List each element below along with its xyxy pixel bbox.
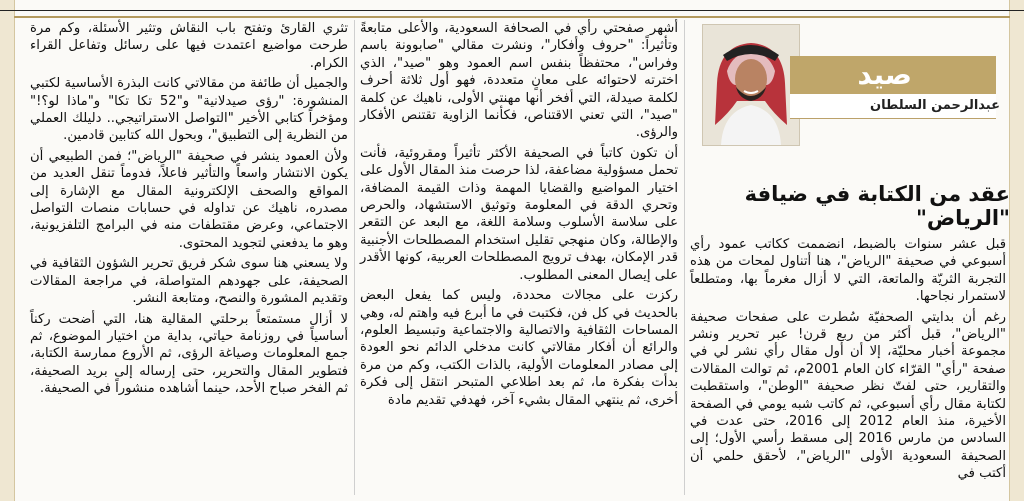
paragraph: قبل عشر سنوات بالضبط، انضممت ككاتب عمود رأي أسبوعي في صحيفة "الرياض"، هنا أتناول لمحات من هذه التجربة الثريّة والماتعة، التي لا أزال مغرماً بها، ومتطلعاً لاستمرار نجاحها. bbox=[690, 237, 1006, 305]
paragraph: تثري القارئ وتفتح باب النقاش وتثير الأسئلة، وكم مرة طرحت مواضيع اعتمدت فيها على رسائل وتفاعل القراء الكرام. bbox=[30, 21, 348, 71]
paragraph: ولا يسعني هنا سوى شكر فريق تحرير الشؤون الثقافية في الصحيفة، على جهودهم المتواصلة، في مراجعة المقالات وتقديم المشورة والنصح، ومتابعة النشر. bbox=[30, 256, 348, 307]
paragraph: لا أزال مستمتعاً برحلتي المقالية هنا، التي أضحت ركناً أساسياً في روزنامة حياتي، بداية من اختيار الموضوع، ثم جمع المعلومات وصياغة الرؤى، ثم الأروع ممارسة الكتابة، فتطوير المقال والتحرير، حتى إرساله إلى بريد الصحيفة، ثم الفخر صباح الأحد، حينما أشاهده منشوراً في الصحيفة. bbox=[30, 311, 348, 397]
article-column-left bbox=[30, 20, 348, 401]
column-header bbox=[690, 20, 1010, 182]
paragraph: أشهر صفحتي رأي في الصحافة السعودية، والأعلى متابعةً وتأثيراً: "حروف وأفكار"، ونشرت مقالي "صابوونة باسم وفراس"، محتفظاً بنفس اسم العمود وهو "صيد"، الذي اخترته لاحتوائه على معانٍ متعددة، فهو أول ثلاثة أحرف لكلمة صيدلة، التي أفخر أنها مهنتي الأولى، ناهيك عن كلمة "صيد"، التي تعني الاقتناص، فكأنما الزاوية تقتنص الأفكار والرؤى. bbox=[360, 21, 678, 141]
page-margin-left bbox=[0, 0, 15, 501]
gold-rule bbox=[14, 16, 1010, 18]
paragraph: ركزت على مجالات محددة، وليس كما يفعل البعض بالحديث في كل فن، فكتبت في ما أبرع فيه واهتم له، وهي المساحات الثقافية والاتصالية والاجتماعية وتبسيط العلوم، والرائع أن أفكار مقالاتي كانت مدخلي الدائم نحو العودة إلى مصادر المعلومات الأولية، بالذات الكتب، وكم من مرة بدأت بفكرة ما، ثم بعد اطلاعي المتبحر انتقل إلى فكرة أخرى، ثم ينتهي المقال بشيء آخر، فهدفي تقديم مادة bbox=[360, 288, 678, 408]
paragraph: والجميل أن طائفة من مقالاتي كانت البذرة الأساسية لكتبي المنشورة: "رؤى صيدلانية" و"52 تكا تكا" و"ماذا لو؟!" ومؤخراً كتابي الأخير "التواصل الاستراتيجي.. دليلك العملي من النظرية إلى التطبيق"، وبحول الله كتابين قادمين. bbox=[30, 76, 349, 144]
paragraph: ولأن العمود ينشر في صحيفة "الرياض"؛ فمن الطبيعي أن يكون الانتشار واسعاً والتأثير فاعلاً، فدوماً تنقل العديد من المواقع والصحف الإلكترونية المقال مع الإشارة إلى مصدره، ناهيك عن تداوله في حسابات منصات التواصل الاجتماعي، وعرض مقتطفات منه في البرامج التلفزيونية، وهو ما يدفعني لتجويد المحتوى. bbox=[30, 148, 348, 251]
column-title: صيد bbox=[857, 58, 912, 91]
paragraph: أن تكون كاتباً في الصحيفة الأكثر تأثيراً ومقروئية، فأنت تحمل مسؤولية مضاعفة، لذا حرصت منذ المقال الأول على اختيار المواضيع والقضايا المهمة وذات القيمة المضافة، وتحري الدقة في المعلومة وتوثيق الاستشهاد، والحرص على سلاسة الأسلوب وسلامة اللغة، مع البعد عن التقعر والإطالة، وكان منهجي تقليل استخدام المصطلحات الأجنبية قدر الإمكان، بهدف ترويج المصطلحات العربية، كونها الأقدر على إيصال المعنى المطلوب. bbox=[360, 145, 678, 283]
column-divider bbox=[354, 20, 355, 495]
page-margin-right bbox=[1009, 0, 1024, 501]
column-divider bbox=[684, 20, 685, 495]
author-photo bbox=[702, 24, 800, 146]
article-column-right bbox=[690, 236, 1006, 486]
author-name: عبدالرحمن السلطان bbox=[870, 98, 1000, 113]
paragraph: رغم أن بدايتي الصحفيّة سُطرت على صفحات صحيفة "الرياض"، قبل أكثر من ربع قرن! عبر تحرير ونشر مجموعة أخبار محليّة، إلا أن أول مقال رأي نشر لي في صفحة "رأي" القرّاء كان العام 2001م، ثم توالت المقالات والتقارير، حتى لفتّ نظر صحيفة "الوطن"، واستقطبت لكتابة مقال رأي أسبوعي، ثم كاتب شبه يومي في الصفحة الأخيرة، منذ العام 2012 إلى 2016، حتى عدت في السادس من مارس 2016 إلى مسقط رأسي الأول؛ إلى الصحيفة السعودية الأولى "الرياض"، لأحقق حلمي أن أكتب في bbox=[690, 309, 1006, 482]
top-rule bbox=[0, 10, 1024, 11]
article-headline: عقد من الكتابة في ضيافة "الرياض" bbox=[744, 182, 1010, 230]
article-column-middle bbox=[360, 20, 678, 412]
author-portrait-icon bbox=[703, 25, 799, 145]
